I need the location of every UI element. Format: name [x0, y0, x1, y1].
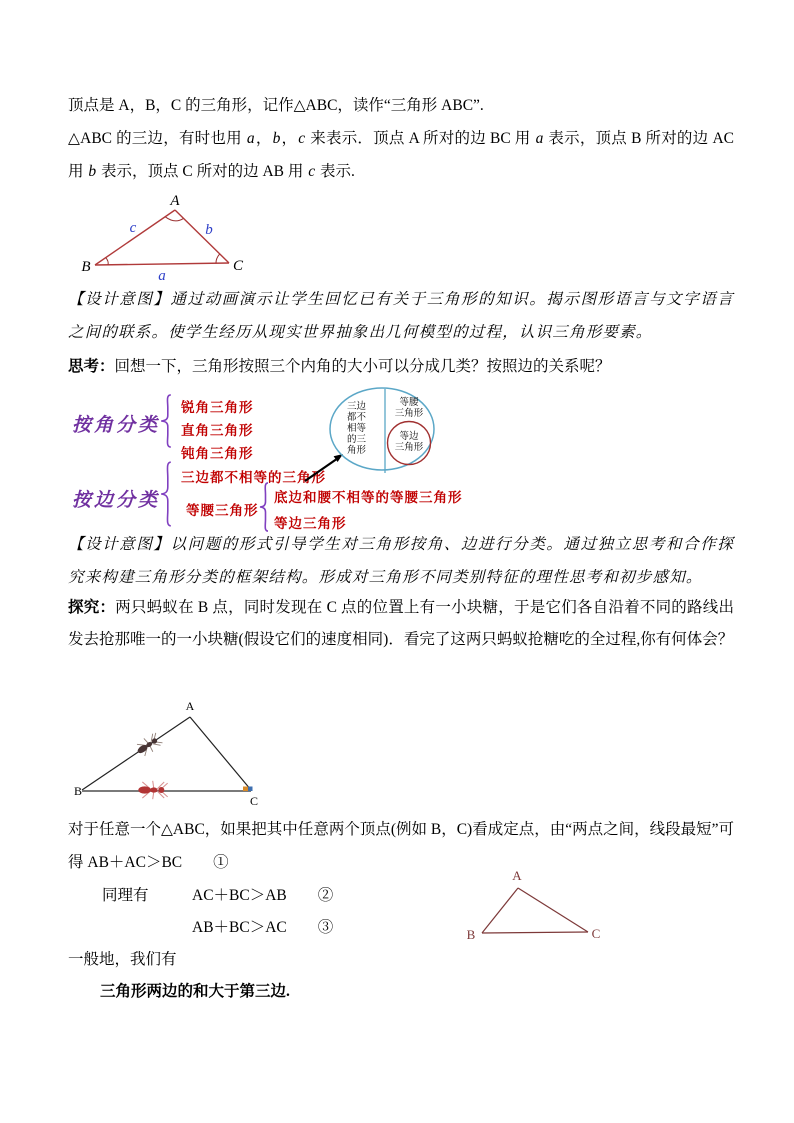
brace-by-angle	[160, 394, 172, 448]
figure-small-triangle	[458, 864, 613, 954]
venn-inner-line1: 等边	[399, 431, 419, 442]
paragraph-deduction: 对于任意一个△ABC，如果把其中任意两个顶点(例如 B，C)看成定点，由“两点之间，线段最短”可得 AB＋AC＞BC ①	[68, 821, 734, 871]
paragraph-intro-2	[68, 122, 734, 188]
edge-AC	[190, 717, 251, 790]
small-triangle-edges	[482, 888, 588, 933]
paragraph-think	[68, 350, 734, 383]
inequality-3: AB＋BC＞AC ③	[192, 919, 334, 936]
ant-vertex-C: C	[249, 794, 259, 808]
brace-isosceles	[259, 482, 269, 532]
inequality-2: AC＋BC＞AB ②	[192, 887, 334, 904]
angle-arcs	[106, 217, 220, 265]
explore-label: 探究：	[68, 599, 116, 616]
side-labels	[130, 220, 214, 284]
label-classify-by-side: 按边分类	[72, 490, 161, 511]
explore-text: 两只蚂蚁在 B 点，同时发现在 C 点的位置上有一小块糖，于是它们各自沿着不同的路线出发去抢那唯一的一小块糖(假设它们的速度相同)．看完了这两只蚂蚁抢糖吃的全过程,你有何体会？	[68, 599, 734, 648]
labeled-triangle-svg	[80, 193, 250, 285]
edge-BA	[82, 717, 190, 790]
side-label-c: c	[129, 220, 137, 236]
figure-labeled-triangle	[80, 193, 250, 290]
paragraph-design-intent-2: 【设计意图】以问题的形式引导学生对三角形按角、边进行分类。通过独立思考和合作探究来构建三角形分类的框架结构。形成对三角形不同类别特征的理性思考和初步感知。	[68, 536, 734, 586]
vertex-label-B: B	[81, 259, 91, 275]
vertex-label-A: A	[170, 193, 180, 209]
paragraph-design-intent-1: 【设计意图】通过动画演示让学生回忆已有关于三角形的知识。揭示图形语言与文字语言之间的联系。使学生经历从现实世界抽象出几何模型的过程，认识三角形要素。	[68, 291, 734, 341]
vertex-label-C: C	[232, 258, 244, 274]
item-obtuse-triangle: 钝角三角形	[181, 446, 254, 461]
label-classify-by-angle: 按角分类	[72, 415, 161, 436]
var-c: c	[298, 130, 306, 147]
red-ant-icon	[138, 781, 167, 799]
intro2-seg: 表示，顶点 C 所对的边 AB 用	[97, 163, 308, 180]
side-label-b: b	[205, 222, 213, 238]
var-b: b	[272, 130, 281, 147]
item-right-triangle: 直角三角形	[181, 423, 254, 438]
candy-icon	[243, 787, 253, 792]
figure-ants-triangle	[73, 697, 273, 820]
paragraph-explore	[68, 592, 734, 655]
intro2-seg: △ABC 的三边，有时也用	[68, 130, 246, 147]
think-label: 思考：	[68, 358, 115, 375]
brace-by-side	[160, 461, 172, 527]
item-equilateral-triangle: 等边三角形	[274, 516, 347, 531]
dark-ant-icon	[134, 731, 164, 759]
intro2-seg: 表示，顶点 B 所对的边 AC 用	[68, 130, 734, 180]
var-a: a	[535, 130, 544, 147]
item-isosceles-not-equilateral: 底边和腰不相等的等腰三角形	[274, 490, 463, 505]
ant-vertex-B: B	[74, 784, 83, 798]
small-triangle-svg	[458, 864, 613, 949]
item-isosceles-triangle: 等腰三角形	[186, 503, 259, 518]
var-b: b	[88, 163, 97, 180]
theorem-statement: 三角形两边的和大于第三边.	[100, 983, 290, 1000]
similarly-label: 同理有	[102, 887, 149, 904]
item-scalene-triangle: 三边都不相等的三角形	[181, 470, 326, 485]
paragraph-intro-1: 顶点是 A，B，C 的三角形，记作△ABC，读作“三角形 ABC”.	[68, 97, 484, 114]
small-triangle-labels	[467, 868, 601, 942]
side-label-a: a	[158, 268, 166, 284]
venn-inner-line2: 三角形	[394, 442, 424, 453]
intro2-seg: 来表示．顶点 A 所对的边 BC 用	[306, 130, 535, 147]
intro2-seg: ，	[281, 130, 298, 147]
small-vertex-C: C	[591, 926, 601, 941]
ant-vertex-A: A	[185, 699, 195, 713]
small-vertex-A: A	[512, 868, 522, 883]
intro2-seg: 表示.	[316, 163, 355, 180]
venn-inner-label	[390, 431, 428, 453]
venn-right-line1: 等腰	[399, 397, 419, 408]
item-acute-triangle: 锐角三角形	[181, 400, 254, 415]
var-c: c	[308, 163, 316, 180]
small-vertex-B: B	[466, 927, 476, 942]
venn-right-line2: 三角形	[394, 408, 424, 419]
think-text: 回想一下，三角形按照三个内角的大小可以分成几类？按照边的关系呢？	[114, 358, 611, 375]
var-a: a	[246, 130, 255, 147]
paragraph-generally: 一般地，我们有	[68, 951, 177, 968]
venn-left-label: 三边都不相等的三角形	[346, 401, 366, 456]
ants-triangle-svg	[73, 697, 273, 815]
intro2-seg: ，	[255, 130, 272, 147]
venn-right-label	[390, 397, 428, 419]
